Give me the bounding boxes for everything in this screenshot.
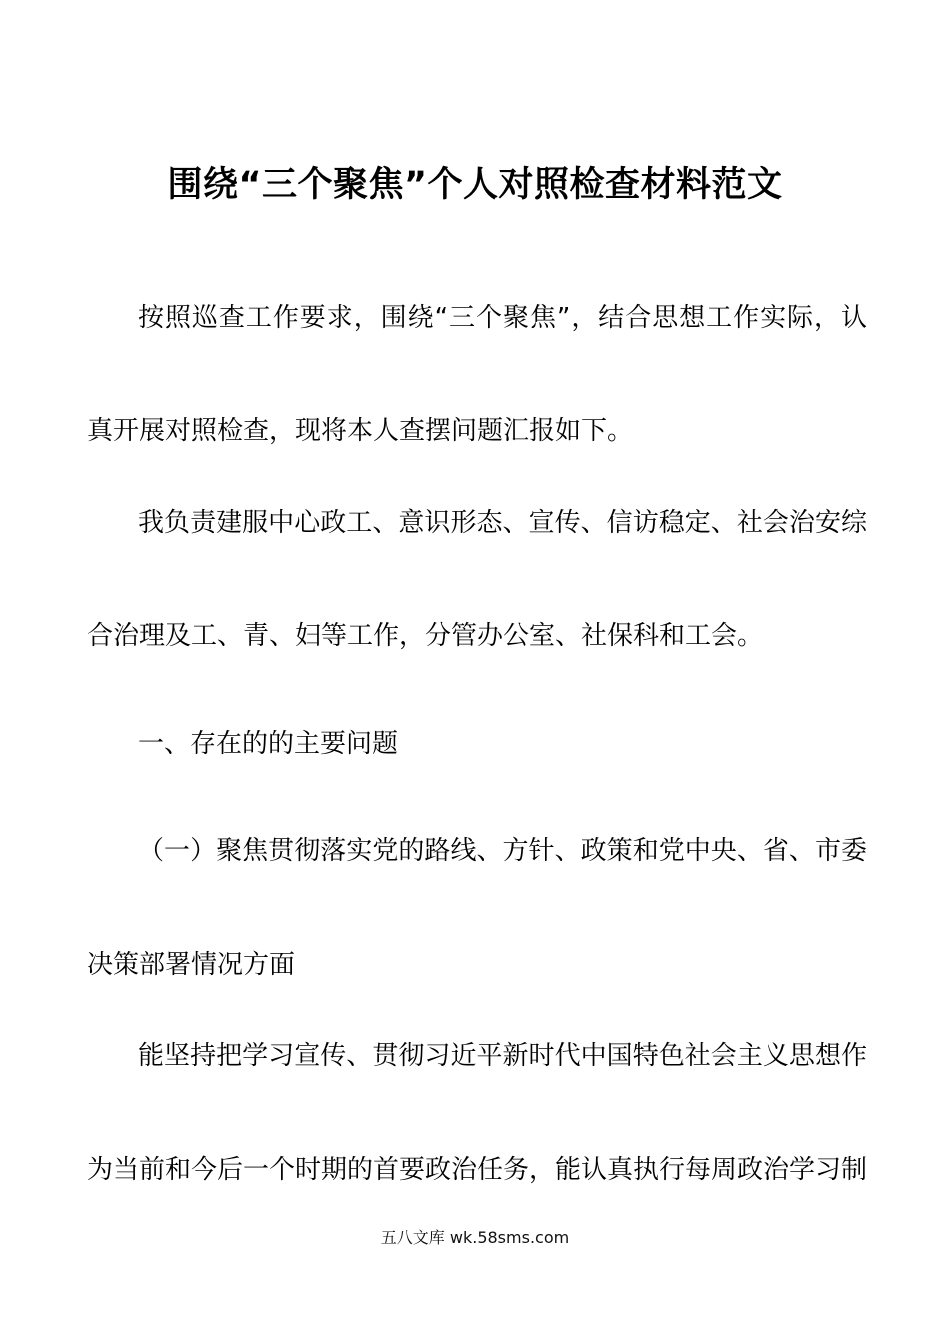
paragraph-study-line-2: 为当前和今后一个时期的首要政治任务，能认真执行每周政治学习制	[87, 1155, 868, 1185]
subsection-heading-line-2: 决策部署情况方面	[87, 950, 296, 980]
paragraph-responsibility-line-1: 我负责建服中心政工、意识形态、宣传、信访稳定、社会治安综	[138, 508, 867, 538]
section-heading-problems: 一、存在的的主要问题	[138, 729, 399, 759]
footer-watermark: 五八文库 wk.58sms.com	[380, 1228, 570, 1247]
paragraph-study-line-1: 能坚持把学习宣传、贯彻习近平新时代中国特色社会主义思想作	[138, 1041, 867, 1071]
subsection-heading-line-1: （一）聚焦贯彻落实党的路线、方针、政策和党中央、省、市委	[138, 836, 867, 866]
paragraph-intro-line-2: 真开展对照检查，现将本人查摆问题汇报如下。	[87, 416, 634, 446]
paragraph-intro-line-1: 按照巡查工作要求，围绕“三个聚焦”，结合思想工作实际，认	[138, 303, 867, 333]
document-title: 围绕“三个聚焦”个人对照检查材料范文	[167, 165, 783, 205]
paragraph-responsibility-line-2: 合治理及工、青、妇等工作，分管办公室、社保科和工会。	[87, 621, 764, 651]
